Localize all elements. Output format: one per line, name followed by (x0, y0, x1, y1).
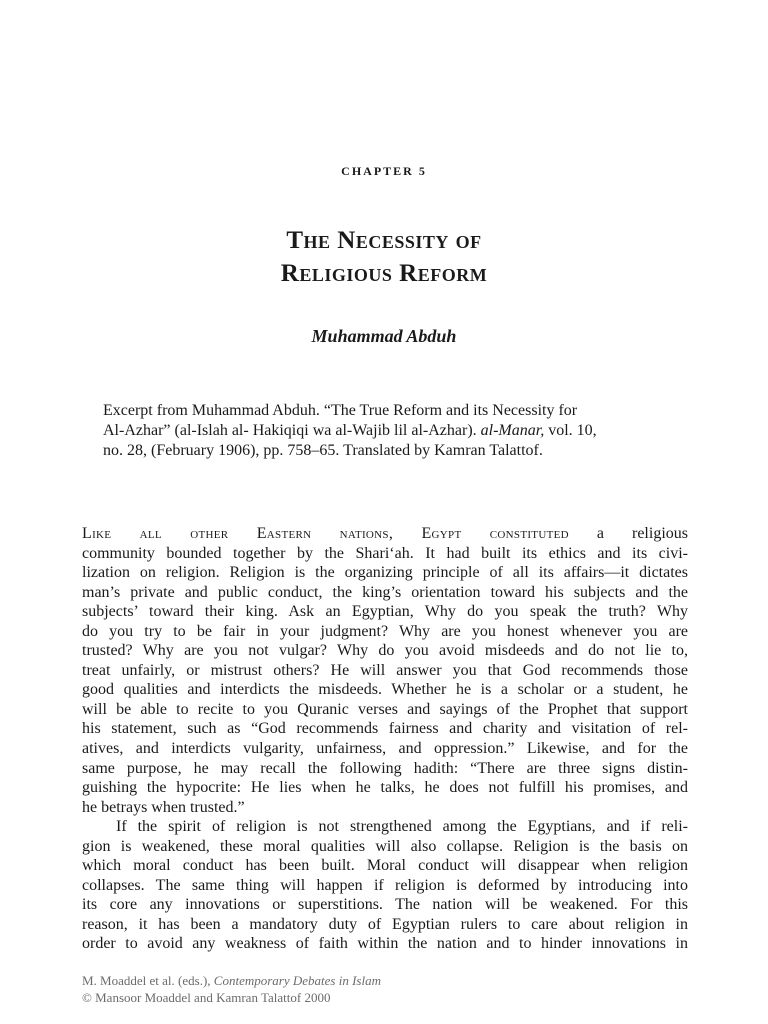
body-line: he betrays when trusted.” (82, 798, 245, 816)
excerpt-line-2-b: vol. 10, (544, 422, 597, 439)
footer-editors: M. Moaddel et al. (eds.), (82, 973, 214, 988)
page-footer (82, 972, 682, 1006)
body-line: collapses. The same thing will happen if religion is deformed by introducing into (82, 876, 688, 894)
body-line: treat unfairly, or mistrust others? He will answer you that God recommends those (82, 661, 688, 679)
body-line: reason, it has been a mandatory duty of Egyptian rulers to care about religion in (82, 915, 688, 933)
excerpt-line-2 (103, 421, 683, 441)
body-line: good qualities and interdicts the misdeeds. Whether he is a scholar or a student, he (82, 681, 688, 699)
excerpt-line-2-a: Al-Azhar” (al-Islah al- Hakiqiqi wa al-Wajib lil al-Azhar). (103, 422, 481, 439)
body-line-1-rest: a religious (568, 525, 688, 542)
body-line: his statement, such as “God recommends fairness and charity and visitation of rel- (82, 720, 688, 738)
body-line: same purpose, he may recall the following hadith: “There are three signs distin- (82, 759, 688, 777)
body-line: community bounded together by the Shari‘ah. It had built its ethics and its civi- (82, 544, 688, 562)
body-line: do you try to be fair in your judgment? Why are you honest whenever you are (82, 622, 688, 640)
excerpt-note (103, 401, 683, 461)
body-line: atives, and interdicts vulgarity, unfairness, and oppression.” Likewise, and for the (82, 740, 688, 758)
body-line: If the spirit of religion is not strengthened among the Egyptians, and if reli- (116, 818, 688, 836)
journal-name: al-Manar, (480, 422, 545, 439)
body-line (82, 524, 688, 544)
lead-in: Like all other Eastern nations, Egypt constituted (82, 525, 569, 542)
excerpt-line-3: no. 28, (February 1906), pp. 758–65. Translated by Kamran Talattof. (103, 442, 543, 459)
body-line: gion is weakened, these moral qualities will also collapse. Religion is the basis on (82, 837, 688, 855)
chapter-author: Muhammad Abduh (311, 326, 457, 346)
body-text (82, 524, 688, 954)
footer-copyright: © Mansoor Moaddel and Kamran Talattof 2000 (82, 990, 331, 1005)
body-line: trusted? Why are you not vulgar? Why do you avoid misdeeds and do not lie to, (82, 642, 688, 660)
chapter-title-line-1: The Necessity of (286, 227, 482, 254)
footer-book-title: Contemporary Debates in Islam (213, 973, 381, 988)
chapter-title (0, 224, 768, 290)
body-line: which moral conduct has been built. Moral conduct will disappear when religion (82, 857, 688, 875)
chapter-label: CHAPTER 5 (341, 164, 427, 178)
body-line: its core any innovations or superstitions. The nation will be weakened. For this (82, 896, 688, 914)
body-line: man’s private and public conduct, the king’s orientation toward his subjects and the (82, 583, 688, 601)
body-line: guishing the hypocrite: He lies when he talks, he does not fulfill his promises, and (82, 779, 688, 797)
excerpt-line-1: Excerpt from Muhammad Abduh. “The True Reform and its Necessity for (103, 402, 578, 419)
body-line: will be able to recite to you Quranic verses and sayings of the Prophet that support (82, 700, 688, 718)
body-line: lization on religion. Religion is the organizing principle of all its affairs—it dictates (82, 564, 688, 582)
footer-citation (82, 972, 682, 989)
body-line: order to avoid any weakness of faith within the nation and to hinder innovations in (82, 935, 688, 953)
body-line: subjects’ toward their king. Ask an Egyptian, Why do you speak the truth? Why (82, 603, 688, 621)
chapter-title-line-2: Religious Reform (280, 260, 488, 287)
